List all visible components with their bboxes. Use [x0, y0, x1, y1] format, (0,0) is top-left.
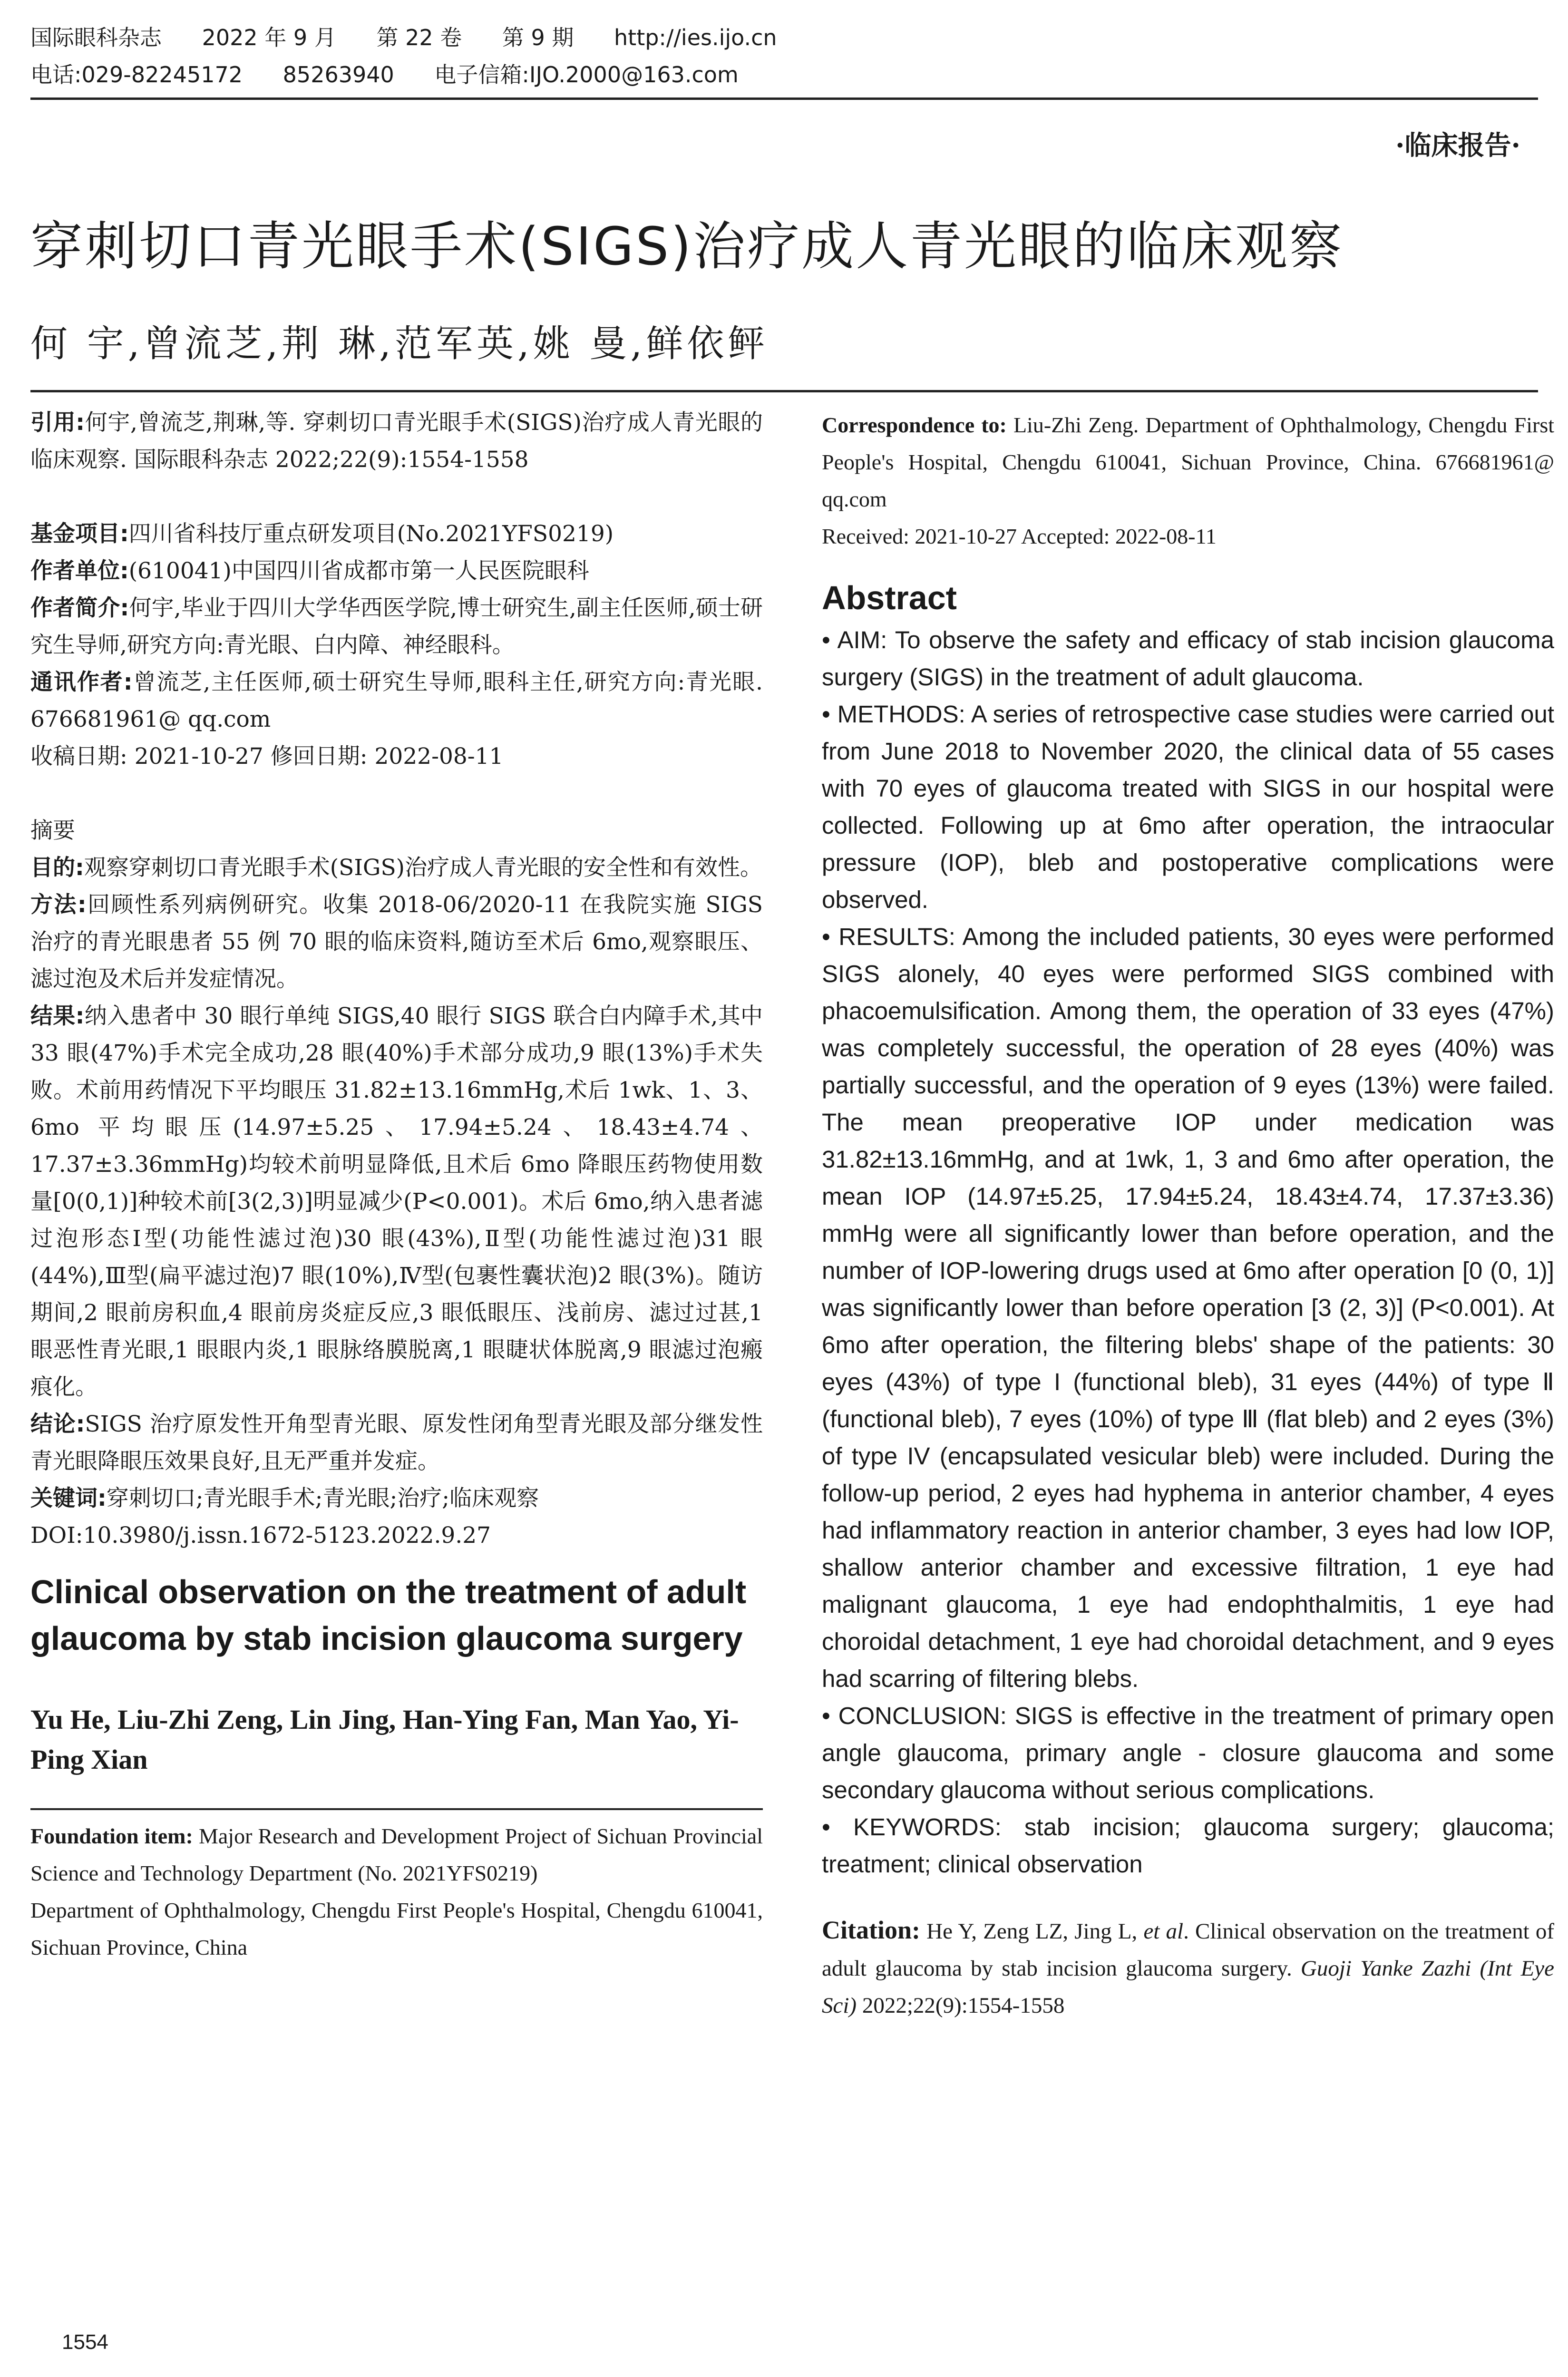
- title-divider: [30, 390, 1538, 392]
- article-authors: 何 宇,曾流芝,荆 琳,范军英,姚 曼,鲜依鲆: [30, 322, 769, 365]
- abstract-en-conclusion: • CONCLUSION: SIGS is effective in the treatment of primary open angle glaucoma, primary angle - closure glaucoma and some secondary glaucoma without serious complications.: [822, 1702, 1554, 1803]
- dates-cn: 收稿日期: 2021-10-27 修回日期: 2022-08-11: [30, 743, 504, 770]
- phone: 电话:029-82245172: [30, 62, 243, 88]
- foundation-divider: [30, 1808, 763, 1810]
- abstract-cn-aim: 目的:观察穿刺切口青光眼手术(SIGS)治疗成人青光眼的安全性和有效性。: [30, 855, 762, 881]
- abstract-en-keywords: • KEYWORDS: stab incision; glaucoma surgery; glaucoma; treatment; clinical observation: [822, 1813, 1554, 1878]
- affiliation: Department of Ophthalmology, Chengdu First People's Hospital, Chengdu 610041, Sichuan Province, China: [30, 1898, 763, 1959]
- dates-en: Received: 2021-10-27 Accepted: 2022-08-11: [822, 524, 1217, 548]
- right-column: [822, 407, 1554, 2024]
- header-line-2: [30, 56, 1538, 93]
- header-divider: [30, 97, 1538, 100]
- issue-date: 2022 年 9 月: [202, 25, 336, 50]
- citation-en: Citation: He Y, Zeng LZ, Jing L, et al. Clinical observation on the treatment of adult glaucoma by stab incision glaucoma surgery. Guoji Yanke Zazhi (Int Eye Sci) 2022;22(9):1554-1558: [822, 1916, 1554, 2018]
- abstract-en-results: • RESULTS: Among the included patients, 30 eyes were performed SIGS alonely, 40 eyes were performed SIGS combined with phacoemulsification. Among them, the operation of 33 eyes (47%) was completely successful, the operation of 28 eyes (40%) was partially successful, and the operation of 9 eyes (13%) were failed. The mean preoperative IOP under medication was 31.82±13.16mmHg, and at 1wk, 1, 3 and 6mo after operation, the mean IOP (14.97±5.25, 17.94±5.24, 18.43±4.74, 17.37±3.36) mmHg were all significantly lower than before operation, and the number of IOP-lowering drugs used at 6mo after operation [0 (0, 1)] was significantly lower than before operation [3 (2, 3)] (P<0.001). At 6mo after operation, the filtering blebs' shape of the patients: 30 eyes (43%) of type I (functional bleb), 31 eyes (44%) of type Ⅱ (functional bleb), 7 eyes (10%) of type Ⅲ (flat bleb) and 2 eyes (3%) of type IV (encapsulated vesicular bleb) were included. During the follow-up period, 2 eyes had hyphema in anterior chamber, 4 eyes had inflammatory reaction in anterior chamber, 3 eyes had low IOP, shallow anterior chamber and excessive filtration, 1 eye had malignant glaucoma, 1 eye had endophthalmitis, 1 eye had choroidal detachment, 1 eye had choroidal detachment, and 9 eyes had scarring of filtering blebs.: [822, 923, 1554, 1692]
- header-line-1: [30, 19, 1538, 56]
- correspondence: Correspondence to: Liu-Zhi Zeng. Department of Ophthalmology, Chengdu First People's Hospital, Chengdu 610041, Sichuan Province, China. 676681961@ qq.com: [822, 413, 1555, 511]
- abstract-en-methods: • METHODS: A series of retrospective case studies were carried out from June 2018 to November 2020, the clinical data of 55 cases with 70 eyes of glaucoma treated with SIGS in our hospital were collected. Following up at 6mo after operation, the intraocular pressure (IOP), bleb and postoperative complications were observed.: [822, 701, 1554, 913]
- fund-item: 基金项目:四川省科技厅重点研发项目(No.2021YFS0219): [30, 521, 614, 547]
- journal-header: [30, 19, 1538, 93]
- volume: 第 22 卷: [376, 25, 462, 50]
- abstract-en-heading: Abstract: [822, 579, 957, 616]
- abstract-cn-heading: 摘要: [30, 818, 75, 844]
- abstract-cn-results: 结果:纳入患者中 30 眼行单纯 SIGS,40 眼行 SIGS 联合白内障手术,其中 33 眼(47%)手术完全成功,28 眼(40%)手术部分成功,9 眼(13%)手术失败。术前用药情况下平均眼压 31.82±13.16mmHg,术后 1wk、1、3、6mo 平均眼压(14.97±5.25、17.94±5.24、18.43±4.74、17.37±3.36mmHg)均较术前明显降低,且术后 6mo 降眼压药物使用数量[0(0,1)]种较术前[3(2,3)]明显减少(P<0.001)。术后 6mo,纳入患者滤过泡形态Ⅰ型(功能性滤过泡)30 眼(43%),Ⅱ型(功能性滤过泡)31 眼(44%),Ⅲ型(扁平滤过泡)7 眼(10%),Ⅳ型(包裹性囊状泡)2 眼(3%)。随访期间,2 眼前房积血,4 眼前房炎症反应,3 眼低眼压、浅前房、滤过过甚,1 眼恶性青光眼,1 眼眼内炎,1 眼脉络膜脱离,1 眼睫状体脱离,9 眼滤过泡瘢痕化。: [30, 1003, 763, 1400]
- citation-cn: 引用:何宇,曾流芝,荆琳,等. 穿刺切口青光眼手术(SIGS)治疗成人青光眼的临床观察. 国际眼科杂志 2022;22(9):1554-1558: [30, 409, 763, 473]
- section-tag: ·临床报告·: [1395, 130, 1520, 161]
- foundation-item: Foundation item: Major Research and Development Project of Sichuan Provincial Science and Technology Department (No. 2021YFS0219): [30, 1824, 763, 1885]
- abstract-cn-methods: 方法:回顾性系列病例研究。收集 2018-06/2020-11 在我院实施 SIGS 治疗的青光眼患者 55 例 70 眼的临床资料,随访至术后 6mo,观察眼压、滤过泡及术后并发症情况。: [30, 892, 763, 992]
- english-title: Clinical observation on the treatment of adult glaucoma by stab incision glaucoma surgery: [30, 1573, 747, 1657]
- english-authors: Yu He, Liu-Zhi Zeng, Lin Jing, Han-Ying Fan, Man Yao, Yi-Ping Xian: [30, 1704, 739, 1775]
- page-number: 1554: [62, 2330, 108, 2354]
- doi[interactable]: DOI:10.3980/j.issn.1672-5123.2022.9.27: [30, 1522, 491, 1549]
- keywords-cn: 关键词:穿刺切口;青光眼手术;青光眼;治疗;临床观察: [30, 1485, 539, 1511]
- abstract-en-aim: • AIM: To observe the safety and efficacy of stab incision glaucoma surgery (SIGS) in the treatment of adult glaucoma.: [822, 626, 1554, 691]
- journal-url[interactable]: http://ies.ijo.cn: [614, 25, 777, 50]
- author-unit: 作者单位:(610041)中国四川省成都市第一人民医院眼科: [30, 558, 589, 584]
- abstract-cn-conclusion: 结论:SIGS 治疗原发性开角型青光眼、原发性闭角型青光眼及部分继发性青光眼降眼压效果良好,且无严重并发症。: [30, 1411, 763, 1474]
- phone-2: 85263940: [282, 62, 394, 88]
- journal-name: 国际眼科杂志: [30, 25, 162, 50]
- left-column: [30, 404, 763, 1966]
- issue: 第 9 期: [502, 25, 574, 50]
- email[interactable]: 电子信箱:IJO.2000@163.com: [434, 62, 739, 88]
- author-bio: 作者简介:何宇,毕业于四川大学华西医学院,博士研究生,副主任医师,硕士研究生导师,研究方向:青光眼、白内障、神经眼科。: [30, 595, 763, 658]
- article-title: 穿刺切口青光眼手术(SIGS)治疗成人青光眼的临床观察: [30, 216, 1344, 277]
- corresponding-author: 通讯作者:曾流芝,主任医师,硕士研究生导师,眼科主任,研究方向:青光眼. 676681961@ qq.com: [30, 669, 763, 732]
